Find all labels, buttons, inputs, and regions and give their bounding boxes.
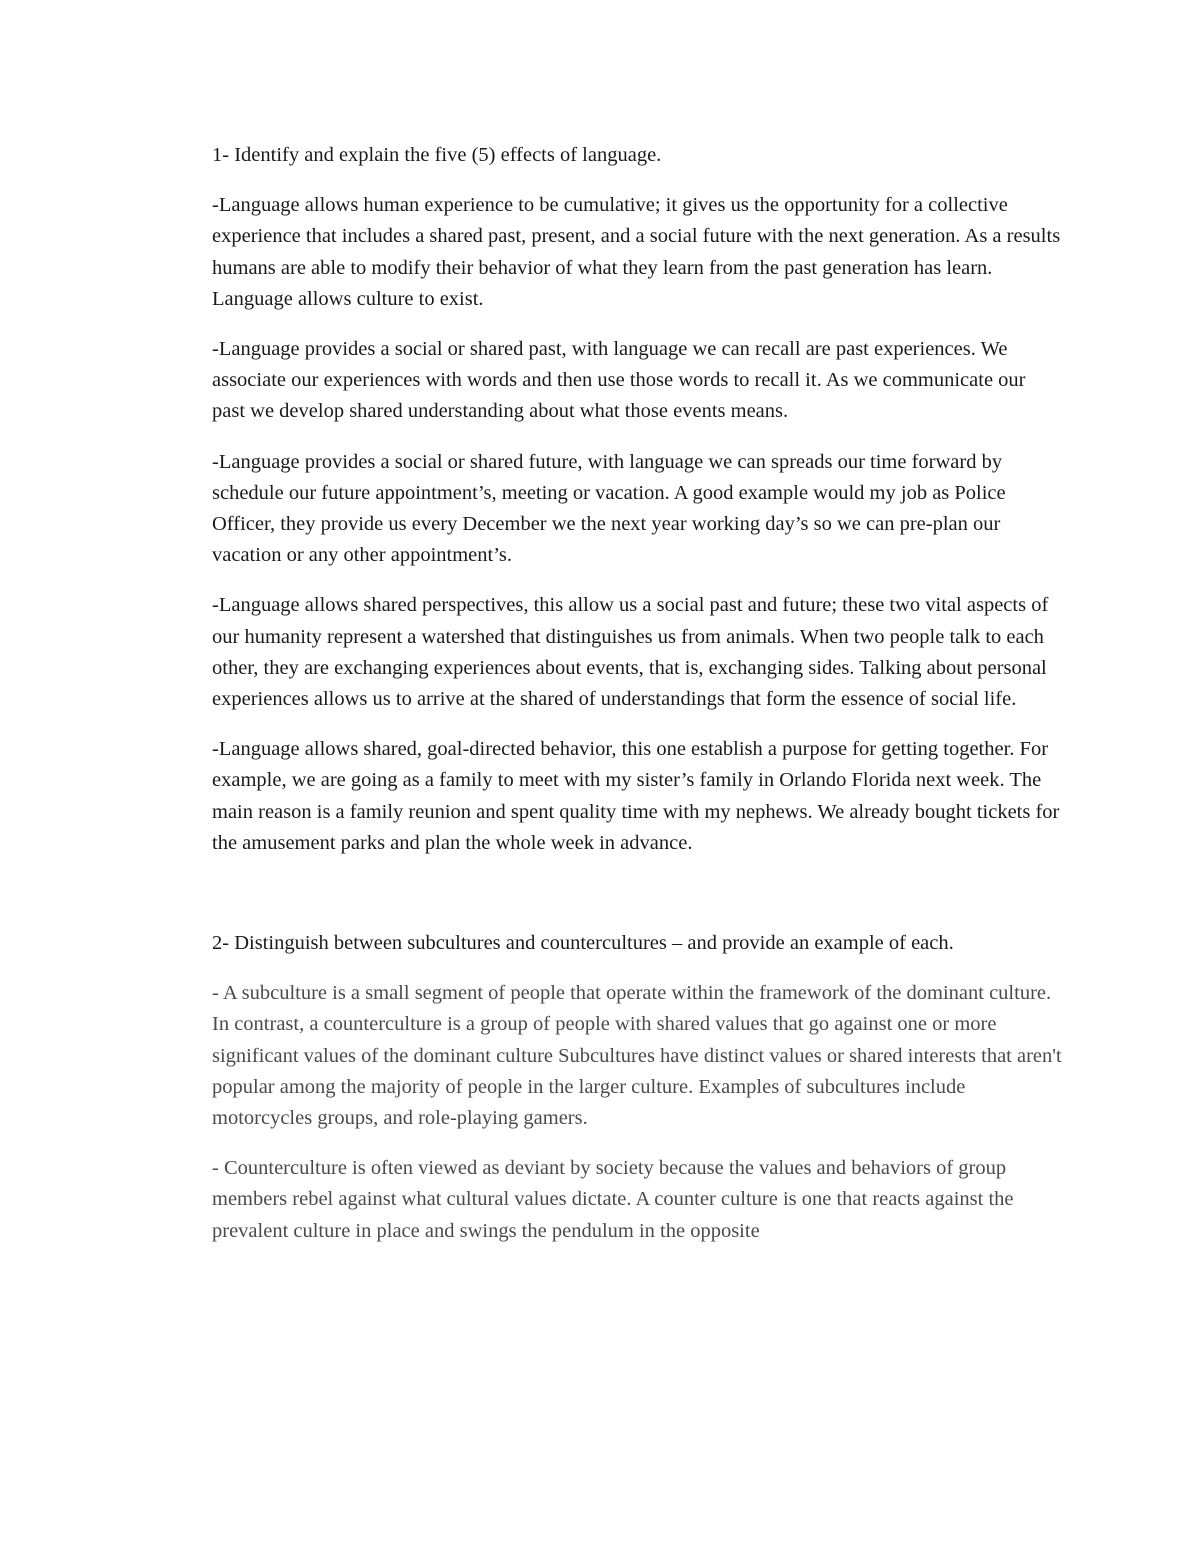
answer-2-paragraph-counterculture: - Counterculture is often viewed as deviant by society because the values and behaviors of group members rebel against what cultural values dictate. A counter culture is one that reacts against the prevalent culture in place and swings the pendulum in the opposite (212, 1157, 1014, 1242)
question-1: 1- Identify and explain the five (5) effects of language. (212, 144, 662, 166)
answer-1-paragraph-shared-past: -Language provides a social or shared past, with language we can recall are past experiences. We associate our experiences with words and then use those words to recall it. As we communicate our past we develop shared understanding about what those events means. (212, 338, 1026, 423)
document-body (212, 140, 1062, 1266)
question-2: 2- Distinguish between subcultures and countercultures – and provide an example of each. (212, 932, 954, 955)
answer-1-paragraph-shared-future: -Language provides a social or shared future, with language we can spreads our time forward by schedule our future appointment’s, meeting or vacation. A good example would my job as Police Officer, they provide us every December we the next year working day’s so we can pre-plan our vacation or any other appointment’s. (212, 450, 1006, 567)
section-spacer (212, 878, 1062, 928)
answer-2-paragraph-subculture: - A subculture is a small segment of people that operate within the framework of the dominant culture. In contrast, a counterculture is a group of people with shared values that go against one or more significant values of the dominant culture Subcultures have distinct values or shared interests that aren't popular among the majority of people in the larger culture. Examples of subcultures include motorcycles groups, and role-playing gamers. (212, 982, 1062, 1130)
answer-1-paragraph-cumulative: -Language allows human experience to be cumulative; it gives us the opportunity for a collective experience that includes a shared past, present, and a social future with the next generation. As a results humans are able to modify their behavior of what they learn from the past generation has learn. Language allows culture to exist. (212, 194, 1061, 310)
answer-1-paragraph-goal-directed: -Language allows shared, goal-directed behavior, this one establish a purpose for getting together. For example, we are going as a family to meet with my sister’s family in Orlando Florida next week. The main reason is a family reunion and spent quality time with my nephews. We already bought tickets for the amusement parks and plan the whole week in advance. (212, 738, 1060, 854)
answer-1-paragraph-shared-perspectives: -Language allows shared perspectives, this allow us a social past and future; these two vital aspects of our humanity represent a watershed that distinguishes us from animals. When two people talk to each other, they are exchanging experiences about events, that is, exchanging sides. Talking about personal experiences allows us to arrive at the shared of understandings that form the essence of social life. (212, 594, 1049, 711)
